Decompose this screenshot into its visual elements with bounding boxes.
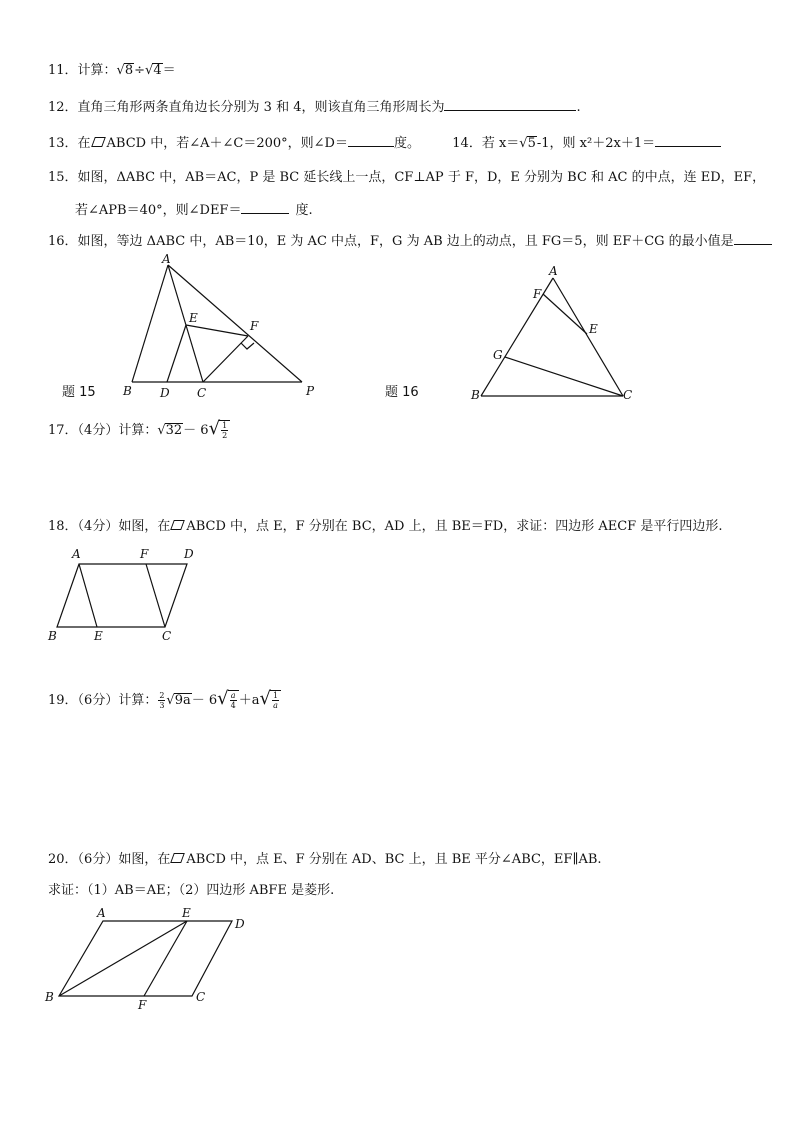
q19-fraction-2: [272, 691, 279, 710]
figure-15-caption: 题 15: [62, 385, 96, 400]
q19-coef-num: 2: [159, 691, 165, 700]
sqrt-sign: √: [259, 688, 271, 709]
q19-fraction-1: [230, 691, 237, 710]
q17-radicand: 32: [165, 423, 183, 438]
q20-pre: 20．（6分）如图，在: [48, 852, 171, 867]
question-20-line-2: 求证：（1）AB＝AE；（2）四边形 ABFE 是菱形.: [48, 883, 335, 898]
answer-blank: [655, 133, 721, 147]
fig20-label-B: B: [45, 990, 54, 1004]
q17-fraction: [221, 421, 228, 440]
fig16-label-B: B: [471, 388, 480, 402]
q18-pre: 18．（4分）如图，在: [48, 519, 171, 534]
parallelogram-symbol: [171, 520, 186, 530]
q19-minus: － 6: [191, 693, 218, 708]
sqrt-sign: √: [157, 423, 166, 438]
q19-coef-den: 3: [159, 701, 165, 710]
fig20-label-A: A: [97, 906, 106, 920]
fig18-label-B: B: [48, 629, 57, 643]
q19-frac-radicand-2: [270, 690, 281, 710]
answer-blank: [348, 133, 394, 147]
sqrt-sign: √: [208, 418, 221, 439]
q19-radicand-1: 9a: [174, 693, 191, 708]
q17-frac-radicand: [219, 420, 230, 440]
question-19: [48, 690, 281, 710]
q17-pre: 17．（4分）计算：: [48, 423, 158, 438]
q14-mid: -1，则 x²＋2x＋1＝: [536, 136, 656, 151]
sqrt-sign: √: [145, 63, 154, 78]
fig16-label-C: C: [623, 388, 633, 402]
fig20-label-D: D: [235, 917, 245, 931]
question-20-line-1: [48, 851, 602, 869]
q20-post: ABCD 中，点 E、F 分别在 AD、BC 上，且 BE 平分∠ABC，EF∥AB.: [186, 852, 602, 867]
q13-post: 度。: [393, 136, 420, 151]
q19-f2-num: 1: [272, 691, 279, 700]
fig15-label-D: D: [160, 386, 170, 400]
answer-blank: [734, 231, 772, 245]
answer-blank: [241, 200, 289, 214]
q11-radicand-2: 4: [153, 63, 162, 78]
question-17: [48, 420, 230, 440]
fig18-label-E: E: [94, 629, 103, 643]
parallelogram-symbol: [171, 853, 186, 863]
sqrt-sign: √: [217, 688, 229, 709]
q19-pre: 19．（6分）计算：: [48, 693, 158, 708]
question-13-14: [48, 133, 721, 153]
divide-sign: ÷: [134, 63, 146, 78]
fig15-label-E: E: [189, 311, 198, 325]
question-12: [48, 97, 581, 117]
q15-line2-pre: 若∠APB＝40°，则∠DEF＝: [75, 203, 242, 218]
question-11: [48, 62, 176, 80]
q19-coef-fraction: [158, 691, 165, 710]
question-18: [48, 518, 722, 536]
fig16-label-A: A: [549, 264, 558, 278]
q17-den: 2: [222, 431, 228, 440]
fig18-label-F: F: [140, 547, 149, 561]
q19-plus: ＋a: [238, 693, 260, 708]
q17-num: 1: [222, 421, 228, 430]
fig15-label-F: F: [250, 319, 259, 333]
fig15-label-B: B: [123, 384, 132, 398]
fig18-label-C: C: [162, 629, 172, 643]
sqrt-sign: √: [116, 63, 125, 78]
sqrt-sign: √: [166, 693, 175, 708]
q16-text: 16．如图，等边 ΔABC 中，AB＝10，E 为 AC 中点，F，G 为 AB 边上的动点，且 FG＝5，则 EF＋CG 的最小值是: [48, 234, 734, 249]
q13-pre: 13．在: [48, 136, 91, 151]
q19-f2-den: a: [273, 701, 278, 710]
fig20-label-C: C: [196, 990, 206, 1004]
answer-blank: [444, 97, 576, 111]
question-16: [48, 231, 772, 251]
figure-16-caption: 题 16: [385, 385, 419, 400]
q19-f1-num: a: [230, 691, 236, 700]
q13-mid: ABCD 中，若∠A＋∠C＝200°，则∠D＝: [106, 136, 348, 151]
q12-text: 12．直角三角形两条直角边长分别为 3 和 4，则该直角三角形周长为: [48, 100, 445, 115]
fig18-label-A: A: [72, 547, 81, 561]
q19-frac-radicand-1: [228, 690, 239, 710]
q11-prefix: 11．计算：: [48, 63, 117, 78]
fig15-label-A: A: [162, 252, 171, 266]
fig20-label-F: F: [138, 998, 147, 1012]
equals-sign: ＝: [162, 63, 176, 78]
q18-post: ABCD 中，点 E，F 分别在 BC，AD 上，且 BE＝FD，求证：四边形 AECF 是平行四边形.: [186, 519, 723, 534]
fig15-label-C: C: [197, 386, 207, 400]
fig20-label-E: E: [182, 906, 191, 920]
q14-pre: 14．若 x＝: [452, 136, 520, 151]
q15-line2-post: 度.: [295, 203, 313, 218]
fig15-label-P: P: [306, 384, 315, 398]
q19-f1-den: 4: [230, 701, 236, 710]
q17-minus: － 6: [183, 423, 209, 438]
fig16-label-F: F: [533, 287, 542, 301]
fig16-label-E: E: [589, 322, 598, 336]
q11-radicand-1: 8: [124, 63, 134, 78]
parallelogram-symbol: [91, 137, 106, 147]
q14-radicand: 5: [527, 136, 536, 151]
fig16-label-G: G: [493, 348, 503, 362]
question-15-line-1: 15．如图，ΔABC 中，AB＝AC，P 是 BC 延长线上一点，CF⊥AP 于 F，D，E 分别为 BC 和 AC 的中点，连 ED，EF，: [48, 170, 766, 185]
question-15-line-2: [75, 200, 313, 220]
fig18-label-D: D: [184, 547, 194, 561]
sqrt-sign: √: [519, 136, 528, 151]
q12-end: .: [576, 100, 581, 115]
